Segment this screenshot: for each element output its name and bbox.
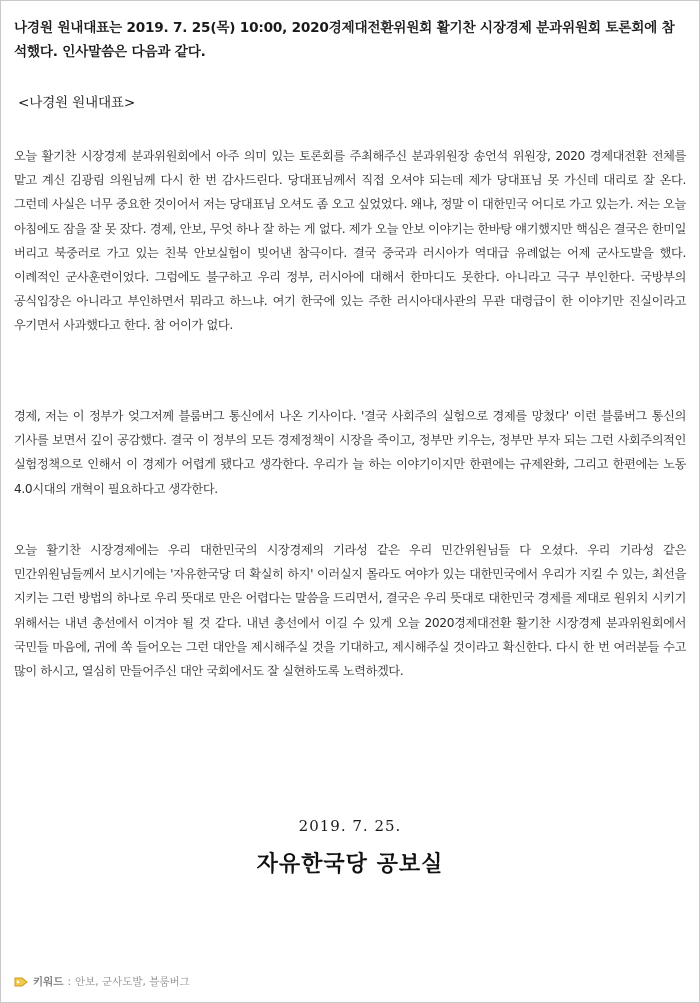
keywords-separator: : — [67, 976, 71, 988]
speech-paragraph-2: 경제, 저는 이 정부가 엊그저께 블룸버그 통신에서 나온 기사이다. '결국 사회주의 실험으로 경제를 망쳤다' 이런 블룸버그 통신의 기사를 보면서 깊이 공감했다. 결국 이 정부의 모든 경제정책이 시장을 죽이고, 정부만 키우는, 정부만 부자 되는 그런 사회주의적인 실험정책으로 인해서 이 경제가 어렵게 됐다고 생각한다. 우리가 늘 하는 이야기이지만 한편에는 규제완화, 그리고 한편에는 노동 4.0시대의 개혁이 필요하다고 생각한다. — [14, 409, 686, 496]
keywords-list[interactable]: 안보, 군사도발, 블룸버그 — [74, 976, 190, 988]
speech-paragraph-1: 오늘 활기찬 시장경제 분과위원회에서 아주 의미 있는 토론회를 주최해주신 분과위원장 송언석 위원장, 2020 경제대전환 전체를 맡고 계신 김광림 의원님께 다시 한 번 감사드린다. 당대표님께서 직접 오셔야 되는데 제가 당대표님 못 가신데 대리로 잘 온다. 그런데 사실은 너무 중요한 것이어서 저는 당대표님 오셔도 좀 오고 싶었었다. 왜냐, 정말 이 대한민국 어디로 가고 있는가. 저는 오늘 아침에도 잠을 잘 못 잤다. 경제, 안보, 무엇 하나 잘 하는 게 없다. 제가 오늘 안보 이야기는 한바탕 얘기했지만 핵심은 결국은 한미일 버리고 북중러로 가고 있는 친북 안보실험이 빚어낸 참극이다. 결국 중국과 러시아가 역대급 유례없는 어제 군사도발을 했다. 이례적인 군사훈련이었다. 그럼에도 불구하고 우리 정부, 러시아에 대해서 한마디도 못한다. 아니라고 극구 부인한다. 국방부의 공식입장은 아니라고 부인하면서 뭐라고 하느냐. 여기 한국에 있는 주한 러시아대사관의 무관 대령급이 한 이야기만 진실이라고 우기면서 사과했다고 한다. 참 어이가 없다. — [14, 149, 686, 333]
issuing-organization: 자유한국당 공보실 — [256, 852, 444, 877]
keywords-row — [14, 974, 190, 990]
keywords-label: 키워드 — [33, 976, 64, 988]
tag-icon — [14, 976, 28, 988]
release-date: 2019. 7. 25. — [298, 817, 402, 835]
speaker-heading: <나경원 원내대표> — [18, 95, 136, 111]
speech-paragraph-3: 오늘 활기찬 시장경제에는 우리 대한민국의 시장경제의 기라성 같은 우리 민간위원님들 다 오셨다. 우리 기라성 같은 민간위원님들께서 보시기에는 '자유한국당 더 확실히 하지' 이러실지 몰라도 여야가 있는 대한민국에서 우리가 지킬 수 있는, 최선을 지키는 그런 방법의 하나로 우리 뜻대로 만은 어렵다는 말씀을 드리면서, 결국은 우리 뜻대로 대한민국 경제를 제대로 원위치 시키기 위해서는 내년 총선에서 이겨야 될 것 같다. 내년 총선에서 이길 수 있게 오늘 2020경제대전환 활기찬 시장경제 분과위원회에서 국민들 마음에, 귀에 쏙 들어오는 그런 대안을 제시해주실 것을 기대하고, 제시해주실 것이라고 확신한다. 다시 한 번 여러분들 수고 많이 하시고, 열심히 만들어주신 대안 국회에서도 잘 실현하도록 노력하겠다. — [14, 543, 686, 679]
lead-paragraph: 나경원 원내대표는 2019. 7. 25(목) 10:00, 2020경제대전환위원회 활기찬 시장경제 분과위원회 토론회에 참석했다. 인사말씀은 다음과 같다. — [14, 20, 675, 60]
